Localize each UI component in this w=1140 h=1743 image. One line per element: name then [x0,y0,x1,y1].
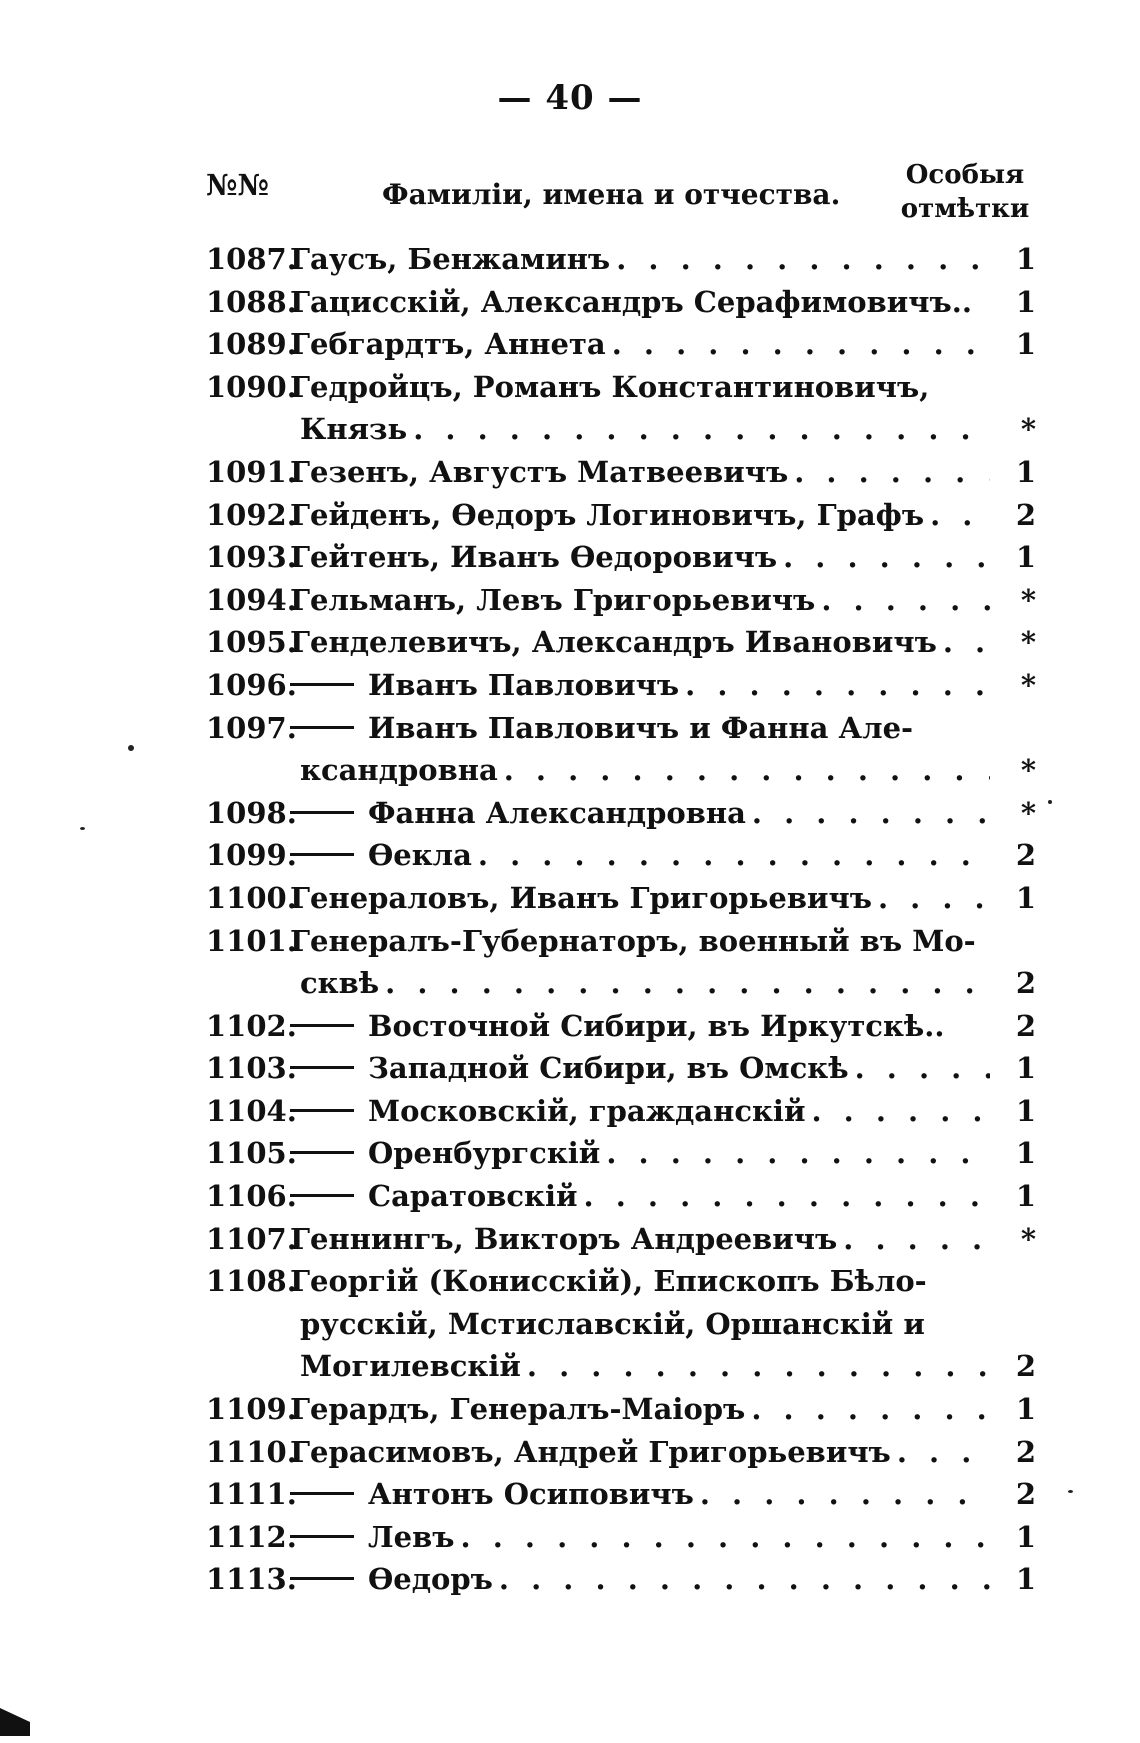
entry-line [206,1431,1036,1474]
entry-line [206,749,1036,792]
dot-leader [745,1388,990,1431]
entry-text-wrap [290,238,990,281]
entry-mark: 1 [1015,242,1036,276]
entry-text-wrap [290,1218,990,1261]
entry-text: Московскій, гражданскій [368,1093,806,1128]
entry-line [206,494,1036,537]
entry-line [206,962,1036,1005]
entry-text: Герардъ, Генералъ-Маіоръ [290,1392,746,1427]
entry-text: Иванъ Павловичъ [368,667,680,702]
entry-mark: * [1020,412,1036,447]
entry-text: Гаусъ, Бенжаминъ [290,242,611,276]
entry-number: 1092. [206,497,297,532]
entry-number: 1112. [206,1519,297,1554]
entry-number: 1089. [206,327,297,362]
entry-text-wrap [290,920,990,963]
entry-text: Князь [300,412,408,447]
dot-leader [493,1558,990,1601]
entry-number: 1102. [206,1008,297,1043]
entry-mark: 1 [1015,1392,1036,1427]
dot-leader [746,792,990,835]
entry-mark: 2 [1015,966,1036,1001]
entry-text-wrap [300,1303,990,1346]
dot-leader [777,536,990,579]
entry-text: Ѳедоръ [368,1562,493,1597]
entry-number: 1108. [206,1264,297,1299]
entry-line [206,536,1036,579]
entry-text-wrap [300,749,990,792]
entry-line [206,834,1036,877]
entry-text: Геннингъ, Викторъ Андреевичъ [290,1221,838,1256]
entry-text: Гебгардтъ, Аннета [290,327,606,362]
entry-number: 1103. [206,1051,297,1086]
entry-text: Восточной Сибири, въ Иркутскѣ.. [368,1008,945,1043]
entry-text: русскій, Мстиславскій, Оршанскій и [300,1306,925,1341]
dot-leader [610,238,990,281]
dot-leader [455,1516,991,1559]
entry-text: Гейтенъ, Иванъ Ѳедоровичъ [290,540,778,575]
dot-leader [498,749,990,792]
entry-text-wrap [290,366,990,409]
entry-text-wrap [290,1090,990,1133]
entry-text-wrap [290,579,990,622]
entry-mark: * [1020,582,1036,617]
entry-mark: * [1020,625,1036,660]
entry-line [206,920,1036,963]
entry-text: Ѳекла [368,838,472,873]
ditto-dash [290,1066,354,1069]
entry-text: Генераловъ, Иванъ Григорьевичъ [290,880,872,915]
entry-mark: 1 [1015,880,1036,915]
entry-text: Гейденъ, Ѳедоръ Логиновичъ, Графъ [290,497,925,532]
entry-mark: 1 [1015,454,1036,489]
entry-mark: 1 [1015,1093,1036,1128]
entry-text: Герасимовъ, Андрей Григорьевичъ [290,1434,891,1469]
entry-text-wrap [290,1558,990,1601]
entry-text: Левъ [368,1519,455,1554]
page-corner-marker [0,1708,30,1736]
ditto-dash [290,811,354,814]
entry-number: 1094. [206,582,297,617]
entry-line [206,1175,1036,1218]
entry-number: 1107. [206,1221,297,1256]
entry-number: 1099. [206,838,297,873]
dot-leader [815,579,990,622]
entry-line [206,366,1036,409]
entry-text-wrap [290,1005,990,1048]
entry-line [206,1047,1036,1090]
entry-line [206,792,1036,835]
dot-leader [849,1047,990,1090]
entry-text: Гацисскій, Александръ Серафимовичъ.. [290,284,972,319]
entry-mark: * [1020,753,1036,788]
entry-mark: 1 [1015,1136,1036,1171]
entry-text-wrap [290,1175,990,1218]
entry-number: 1104. [206,1093,297,1128]
entry-mark: * [1020,795,1036,830]
entry-text-wrap [290,834,990,877]
dot-leader [694,1473,990,1516]
entry-text: Гедройцъ, Романъ Константиновичъ, [290,369,930,404]
entry-number: 1101. [206,923,297,958]
entry-text: сквѣ [300,966,380,1001]
entry-line [206,621,1036,664]
entry-number: 1106. [206,1179,297,1214]
entry-list [206,238,1036,1601]
entry-number: 1096. [206,667,297,702]
ditto-dash [290,683,354,686]
entry-text: Саратовскій [368,1179,578,1214]
dot-leader [606,323,990,366]
dot-leader [472,834,990,877]
entry-text-wrap [290,792,990,835]
entry-line [206,1388,1036,1431]
entry-line [206,238,1036,281]
entry-number: 1111. [206,1477,297,1512]
entry-number: 1087. [206,242,297,276]
dot-leader [379,962,990,1005]
dot-leader [788,451,990,494]
entry-text-wrap [290,536,990,579]
ditto-dash [290,1109,354,1112]
entry-mark: 2 [1015,838,1036,873]
entry-line [206,1516,1036,1559]
entry-line [206,1473,1036,1516]
entry-text-wrap [290,323,990,366]
entry-text-wrap [290,494,990,537]
entry-text-wrap [290,621,990,664]
column-header-marks-line2: отмѣтки [900,194,1030,224]
entry-text-wrap [290,451,990,494]
entry-text: ксандровна [300,753,498,788]
ditto-dash [290,1535,354,1538]
entry-line [206,1260,1036,1303]
entry-text: Антонъ Осиповичъ [368,1477,694,1512]
entry-mark: * [1020,1221,1036,1256]
entry-mark: 2 [1015,497,1036,532]
entry-mark: 2 [1015,1434,1036,1469]
entry-text: Гельманъ, Левъ Григорьевичъ [290,582,816,617]
entry-text-wrap [290,1047,990,1090]
entry-text: Могилевскій [300,1349,521,1384]
column-header-names: Фамиліи, имена и отчества. [382,178,841,211]
ditto-dash [290,1194,354,1197]
entry-text-wrap [290,1388,990,1431]
dot-leader [407,408,990,451]
page-number: — 40 — [497,78,643,118]
print-speck [128,745,134,751]
ditto-dash [290,726,354,729]
entry-mark: 1 [1015,1562,1036,1597]
dot-leader [872,877,990,920]
ditto-dash [290,1151,354,1154]
entry-number: 1095. [206,625,297,660]
entry-text: Георгій (Конисскій), Епископъ Бѣло- [290,1264,927,1299]
entry-line [206,707,1036,750]
dot-leader [837,1218,990,1261]
entry-line [206,664,1036,707]
ditto-dash [290,1577,354,1580]
entry-text: Иванъ Павловичъ и Фанна Але- [368,710,914,745]
entry-number: 1097. [206,710,297,745]
entry-text: Фанна Александровна [368,795,746,830]
entry-line [206,579,1036,622]
entry-mark: 1 [1015,1179,1036,1214]
entry-text-wrap [290,707,990,750]
entry-number: 1091. [206,454,297,489]
entry-mark: 1 [1015,1051,1036,1086]
entry-line [206,323,1036,366]
entry-text-wrap [300,408,990,451]
entry-text-wrap [290,1260,990,1303]
dot-leader [679,664,990,707]
dot-leader [578,1175,990,1218]
ditto-dash [290,1492,354,1495]
entry-number: 1093. [206,540,297,575]
entry-number: 1109. [206,1392,297,1427]
print-speck [80,827,85,830]
entry-text-wrap [290,1473,990,1516]
entry-mark: 1 [1015,284,1036,319]
ditto-dash [290,1024,354,1027]
entry-line [206,1005,1036,1048]
entry-text: Оренбургскій [368,1136,601,1171]
entry-text-wrap [290,1431,990,1474]
entry-text: Генералъ-Губернаторъ, военный въ Мо- [290,923,976,958]
print-speck [1048,800,1052,804]
entry-line [206,281,1036,324]
entry-line [206,1303,1036,1346]
entry-text-wrap [290,1516,990,1559]
entry-mark: 1 [1015,540,1036,575]
entry-mark: 1 [1015,327,1036,362]
column-header-marks [895,158,1035,226]
entry-text-wrap [290,1132,990,1175]
entry-line [206,1132,1036,1175]
dot-leader [924,494,990,537]
entry-mark: 2 [1015,1008,1036,1043]
entry-mark: 2 [1015,1349,1036,1384]
entry-line [206,1558,1036,1601]
entry-mark: 2 [1015,1477,1036,1512]
column-header-marks-line1: Особыя [905,160,1025,190]
entry-mark: * [1020,667,1036,702]
entry-line [206,1090,1036,1133]
entry-text-wrap [290,281,990,324]
entry-number: 1113. [206,1562,297,1597]
entry-text-wrap [290,664,990,707]
entry-line [206,1345,1036,1388]
dot-leader [600,1132,990,1175]
entry-mark: 1 [1015,1519,1036,1554]
dot-leader [937,621,990,664]
dot-leader [521,1345,990,1388]
entry-line [206,451,1036,494]
entry-line [206,408,1036,451]
entry-number: 1110. [206,1434,297,1469]
entry-line [206,1218,1036,1261]
entry-text-wrap [300,962,990,1005]
column-header-number: №№ [206,168,270,202]
dot-leader [891,1431,990,1474]
entry-number: 1105. [206,1136,297,1171]
entry-number: 1088. [206,284,297,319]
entry-number: 1090. [206,369,297,404]
entry-text-wrap [290,877,990,920]
entry-text-wrap [300,1345,990,1388]
print-speck [1068,1490,1073,1493]
entry-number: 1098. [206,795,297,830]
entry-text: Генделевичъ, Александръ Ивановичъ [290,625,937,660]
entry-line [206,877,1036,920]
dot-leader [805,1090,990,1133]
entry-text: Гезенъ, Августъ Матвеевичъ [290,454,789,489]
entry-number: 1100. [206,880,297,915]
ditto-dash [290,853,354,856]
entry-text: Западной Сибири, въ Омскѣ [368,1051,849,1086]
